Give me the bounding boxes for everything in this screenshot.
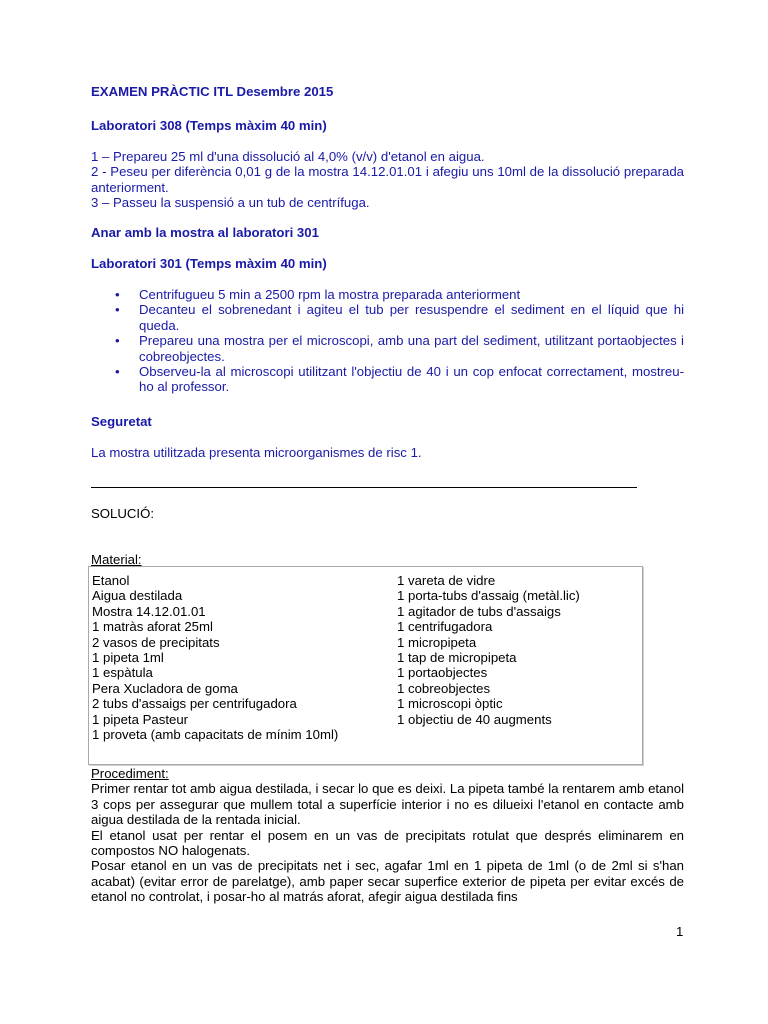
material-item: 1 tap de micropipeta [397,650,517,666]
solution-heading: SOLUCIÓ: [91,506,155,521]
procedure-section [91,766,684,905]
bullet-text: Decanteu el sobrenedant i agiteu el tub per resuspendre el sediment en el líquid que hi queda. [139,302,684,333]
bullet-icon: • [115,333,120,349]
transfer-note: Anar amb la mostra al laboratori 301 [91,225,319,240]
divider-line [91,487,637,488]
procedure-label: Procediment: [91,766,169,781]
lab308-step: 1 – Prepareu 25 ml d'una dissolució al 4,0% (v/v) d'etanol en aigua. [91,149,485,164]
material-item: 1 micropipeta [397,634,477,650]
material-item: 2 tubs d'assaigs per centrifugadora [92,696,297,712]
exam-title: EXAMEN PRÀCTIC ITL Desembre 2015 [91,84,334,99]
page-number: 1 [676,924,684,939]
material-item: 1 pipeta Pasteur [92,711,189,727]
lab308-step: 3 – Passeu la suspensió a un tub de centrífuga. [91,195,370,211]
material-item: 1 objectiu de 40 augments [397,711,552,727]
material-item: 1 agitador de tubs d'assaigs [397,603,561,619]
material-item: 1 proveta (amb capacitats de mínim 10ml) [92,727,339,743]
material-item: Aigua destilada [92,588,183,604]
list-item [91,364,684,395]
material-item: Pera Xucladora de goma [92,680,238,696]
material-item: 1 cobreobjectes [397,680,491,696]
lab301-heading: Laboratori 301 (Temps màxim 40 min) [91,256,327,271]
bullet-text: Observeu-la al microscopi utilitzant l'objectiu de 40 i un cop enfocat correctament, mostreu-ho al professor. [139,364,684,395]
material-item: 1 centrifugadora [397,619,493,635]
material-item: 1 microscopi òptic [397,696,503,712]
safety-text: La mostra utilitzada presenta microorganismes de risc 1. [91,445,422,460]
lab308-step: 2 - Peseu per diferència 0,01 g de la mostra 14.12.01.01 i afegiu uns 10ml de la dissolució preparada anteriorment. [91,164,684,195]
material-item: 1 vareta de vidre [397,573,496,588]
material-item: 1 portaobjectes [397,665,488,681]
bullet-icon: • [115,287,120,302]
list-item [91,287,684,302]
safety-heading: Seguretat [91,414,152,429]
material-item: 1 matràs aforat 25ml [92,619,213,635]
lab308-steps [91,149,684,211]
bullet-text: Prepareu una mostra per el microscopi, amb una part del sediment, utilitzant portaobjectes i cobreobjectes. [139,333,684,364]
material-item: 1 espàtula [92,665,153,681]
procedure-paragraph: Primer rentar tot amb aigua destilada, i secar lo que es deixi. La pipeta també la rentarem amb etanol 3 cops per assegurar que mullem total a superfície interior i no es dilueixi l'etanol en contacte amb aigua destilada de la rentada inicial. [91,781,684,828]
lab308-heading: Laboratori 308 (Temps màxim 40 min) [91,118,327,133]
material-item: 1 pipeta 1ml [92,650,164,666]
bullet-icon: • [115,302,120,318]
lab301-bullet-list [91,287,684,395]
material-column-left [92,573,338,742]
material-item: Mostra 14.12.01.01 [92,603,206,619]
procedure-paragraph: El etanol usat per rentar el posem en un vas de precipitats rotulat que després eliminarem en compostos NO halogenats. [91,827,684,859]
bullet-icon: • [115,364,120,380]
list-item [91,302,684,333]
material-item: 2 vasos de precipitats [92,634,220,650]
material-item: 1 porta-tubs d'assaig (metàl.lic) [397,588,580,604]
material-item: Etanol [92,573,130,588]
material-table [88,566,643,765]
list-item [91,333,684,364]
bullet-text: Centrifugueu 5 min a 2500 rpm la mostra preparada anteriorment [139,287,521,302]
material-column-right [397,573,580,727]
procedure-paragraph: Posar etanol en un vas de precipitats net i sec, agafar 1ml en 1 pipeta de 1ml (o de 2ml si s'han acabat) (evitar error de parelatge), amb paper secar superfice exterior de pipeta per evitar excés de etanol no controlat, i posar-ho al matrás aforat, afegir aigua destilada fins [91,858,684,905]
material-label: Material: [91,552,142,567]
